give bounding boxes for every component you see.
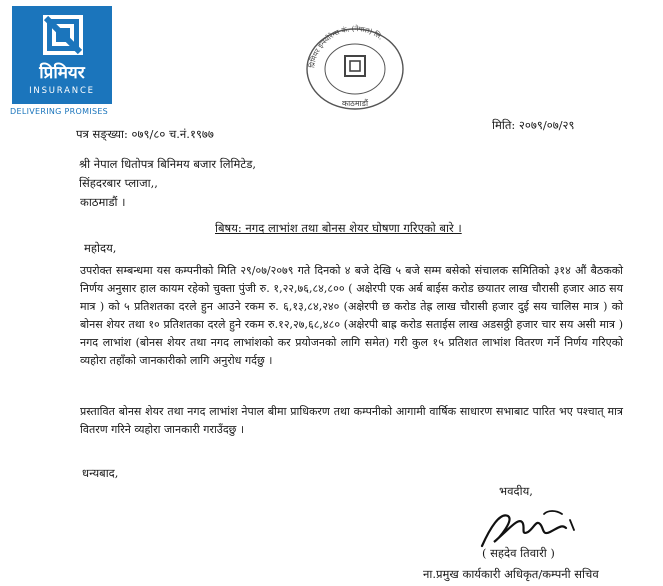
- closing-line: भवदीय,: [499, 484, 533, 498]
- letter-date: मिति: २०७९/०७/२९: [492, 118, 575, 132]
- company-stamp: [300, 14, 410, 114]
- signatory-role: ना.प्रमुख कार्यकारी अधिकृत/कम्पनी सचिव: [423, 567, 599, 581]
- signatory-name: ( सहदेव तिवारी ): [482, 546, 555, 560]
- logo-insurance-text: INSURANCE: [29, 86, 95, 96]
- logo-tagline: DELIVERING PROMISES: [10, 107, 109, 116]
- recipient-city: काठमाडौं ।: [80, 195, 126, 209]
- stamp-top-text: प्रिमियर इन्स्योरेन्स कं. (नेपाल) लि.: [308, 24, 385, 69]
- recipient-name: श्री नेपाल धितोपत्र बिनिमय बजार लिमिटेड,: [79, 157, 257, 171]
- company-logo: [12, 6, 112, 104]
- logo-name: प्रिमियर: [39, 63, 85, 83]
- body-paragraph-2: प्रस्तावित बोनस शेयर तथा नगद लाभांश नेपाल बीमा प्राधिकरण तथा कम्पनीको आगामी वार्षिक साधारण सभाबाट पारित भए पश्चात् मात्र वितरण गरिने व्यहोरा जानकारी गराउँदछु ।: [80, 405, 623, 436]
- logo-square-icon: [41, 13, 85, 57]
- recipient-street: सिंहदरबार प्लाजा,,: [79, 176, 158, 190]
- salutation: महोदय,: [84, 241, 117, 255]
- thanks-line: धन्यबाद,: [82, 466, 119, 480]
- letter-subject: बिषय: नगद लाभांश तथा बोनस शेयर घोषणा गरिएको बारे ।: [215, 221, 462, 235]
- body-paragraph-1: उपरोक्त सम्बन्धमा यस कम्पनीको मिति २९/०७/२०७९ गते दिनको ४ बजे देखि ५ बजे सम्म बसेको संचालक समितिको ३१४ औं बैठकको निर्णय अनुसार हाल कायम रहेको चुक्ता पुंजी रु. १,२२,७६,८४,८०० ( अक्षेरपी एक अर्ब बाईस करोड छयातर लाख चौरासी हजार आठ सय मात्र ) को ५ प्रतिशतका दरले हुन आउने रकम रु. ६,१३,८४,२४० (अक्षेरपी छ करोड तेह्र लाख चौरासी हजार दुई सय चालिस मात्र ) को बोनस शेयर तथा १० प्रतिशतका दरले हुने रकम रु.१२,२७,६८,४८० (अक्षेरपी बाह्र करोड सताईस लाख अडसठ्ठी हजार चार सय असी मात्र ) नगद लाभांश (बोनस शेयर तथा नगद लाभांशको कर प्रयोजनको लागि समेत) गरी कुल १५ प्रतिशत लाभांश वितरण गर्ने निर्णय गरिएको व्यहोरा तहाँको जानकारीको लागि अनुरोध गर्दछु ।: [80, 264, 623, 367]
- reference-number: पत्र सङ्ख्या: ०७९/८० च.नं.१९७७: [76, 127, 214, 141]
- stamp-bottom-text: काठमाडौं: [341, 99, 369, 108]
